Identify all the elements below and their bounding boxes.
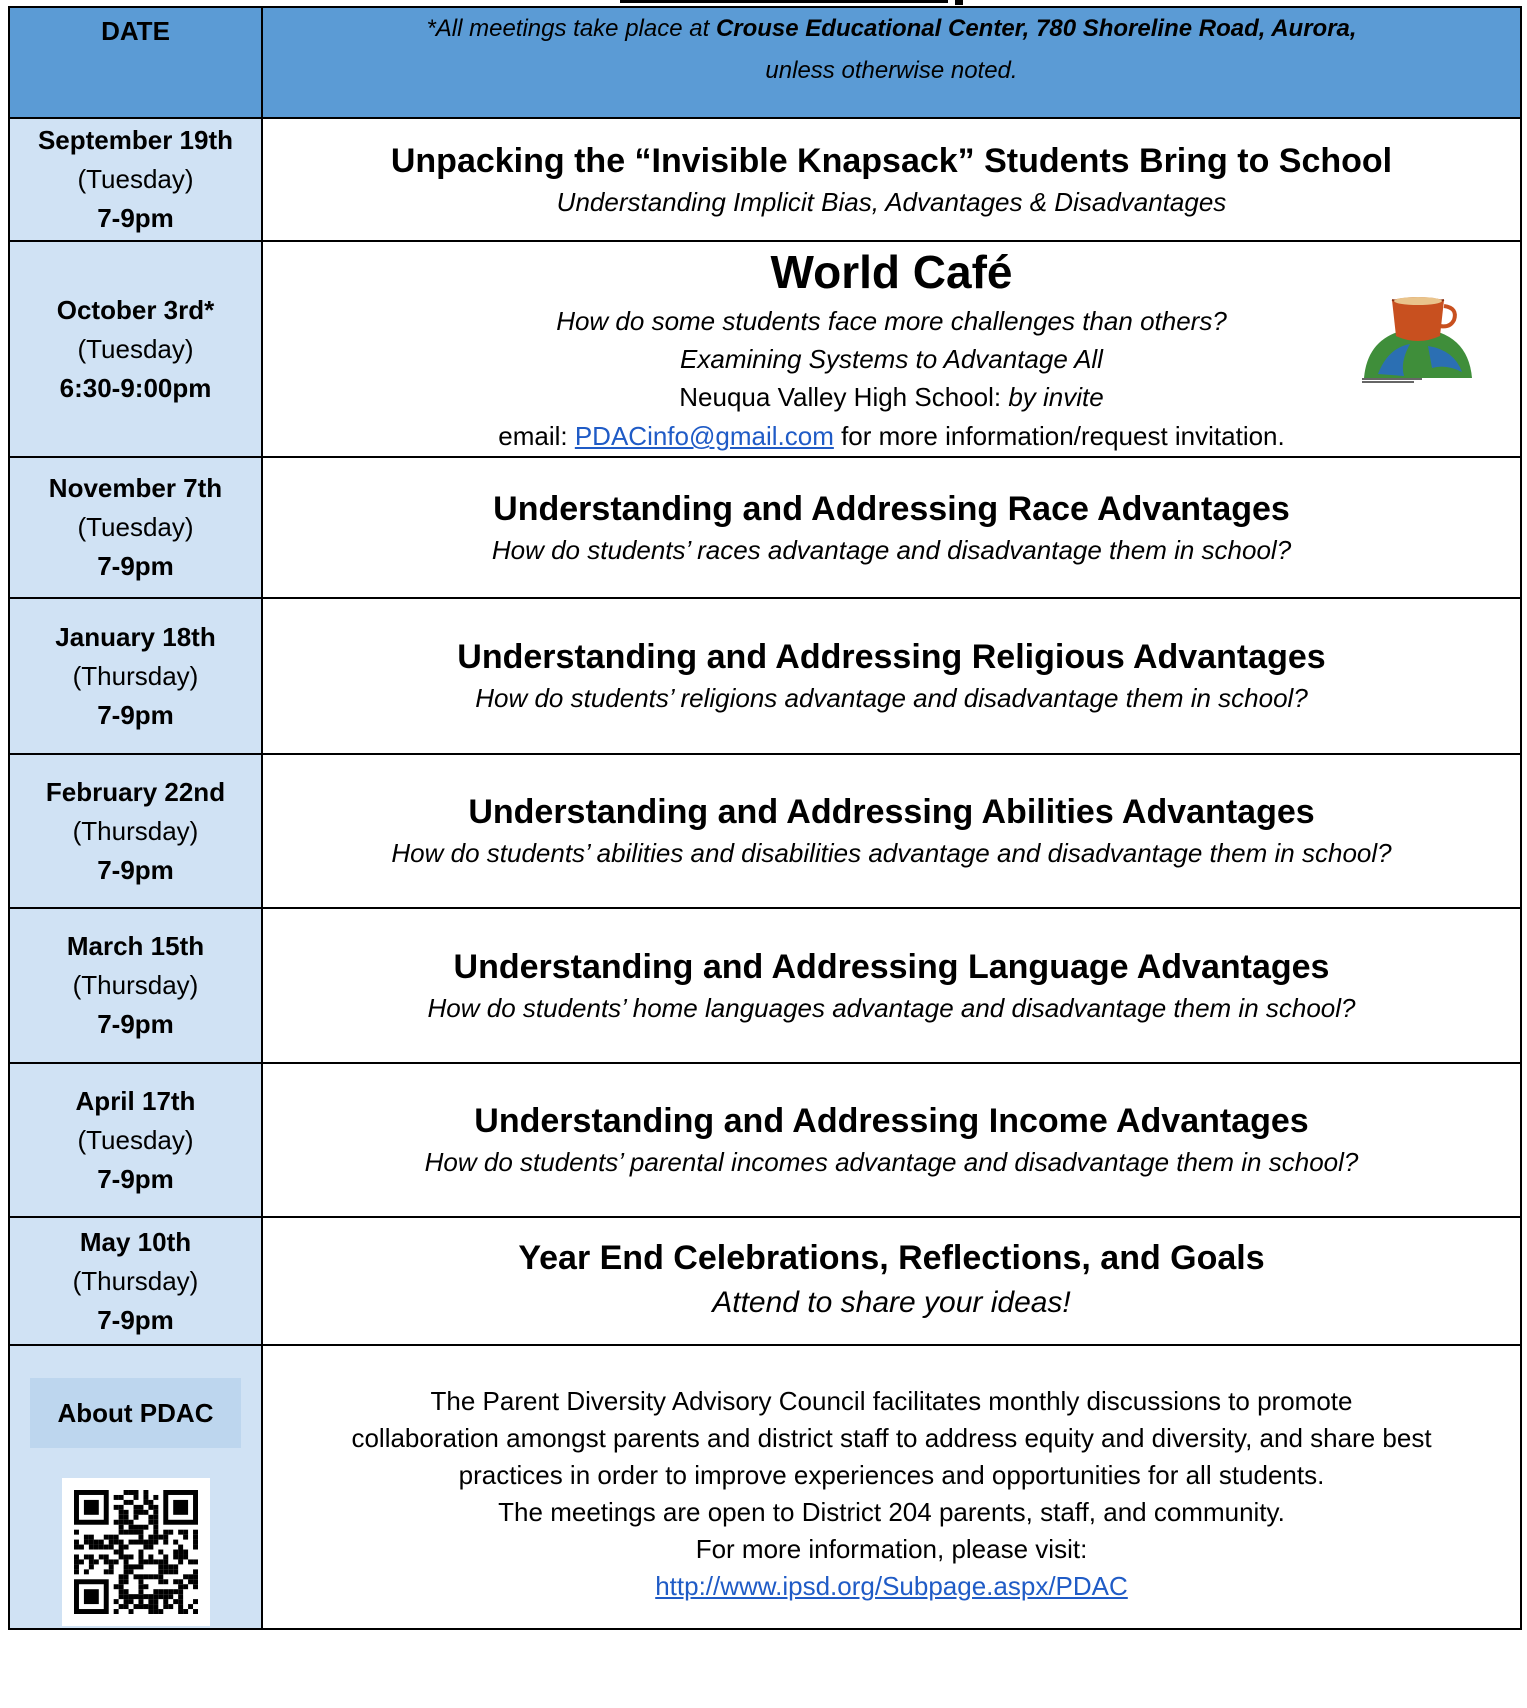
event-subtitle: How do students’ parental incomes advantage and disadvantage them in school? <box>424 1147 1359 1177</box>
about-cell <box>9 1345 262 1629</box>
event-topic-cell <box>262 1217 1521 1345</box>
about-text-line: The meetings are open to District 204 parents, staff, and community. <box>498 1497 1285 1527</box>
about-description-cell <box>262 1345 1521 1629</box>
event-time: 7-9pm <box>97 1304 174 1335</box>
cropped-glyph <box>955 0 963 5</box>
event-title: Understanding and Addressing Race Advantages <box>493 489 1290 528</box>
about-text-line: practices in order to improve experiences and opportunities for all students. <box>458 1460 1325 1490</box>
about-text-line: For more information, please visit: <box>695 1534 1088 1564</box>
about-text-line: The Parent Diversity Advisory Council facilitates monthly discussions to promote <box>430 1386 1353 1416</box>
email-suffix: for more information/request invitation. <box>833 421 1285 451</box>
table-row <box>9 598 1521 754</box>
location-note-venue: Crouse Educational Center, 780 Shoreline Road, Aurora, <box>715 15 1357 42</box>
event-day: (Thursday) <box>72 660 199 691</box>
world-cafe-cup-globe-image-icon <box>1358 292 1478 384</box>
cropped-underline <box>620 0 948 3</box>
event-day: (Tuesday) <box>77 164 194 194</box>
table-row <box>9 457 1521 598</box>
event-subtitle: Understanding Implicit Bias, Advantages & Disadvantages <box>556 186 1227 217</box>
event-topic-cell <box>262 457 1521 598</box>
event-time: 6:30-9:00pm <box>59 372 212 403</box>
event-subtitle: How do students’ religions advantage and disadvantage them in school? <box>475 683 1308 713</box>
event-topic-cell <box>262 118 1521 241</box>
email-link[interactable]: PDACinfo@gmail.com <box>574 421 834 451</box>
event-time: 7-9pm <box>97 1163 174 1194</box>
event-subtitle: Attend to share your ideas! <box>712 1286 1071 1319</box>
event-time: 7-9pm <box>97 854 174 885</box>
event-day: (Tuesday) <box>77 1124 194 1155</box>
event-topic-cell <box>262 754 1521 908</box>
event-date-cell <box>9 1217 262 1345</box>
event-date: April 17th <box>75 1085 196 1116</box>
about-row <box>9 1345 1521 1629</box>
event-venue <box>263 378 1520 417</box>
event-day: (Thursday) <box>72 970 199 1000</box>
event-topic-cell <box>262 598 1521 754</box>
event-title: Understanding and Addressing Religious Advantages <box>457 638 1326 676</box>
event-subtitle: How do students’ abilities and disabilities advantage and disadvantage them in school? <box>391 838 1392 868</box>
table-row <box>9 908 1521 1063</box>
event-time: 7-9pm <box>97 551 174 581</box>
event-subtitle: Examining Systems to Advantage All <box>680 344 1103 374</box>
table-row <box>9 241 1521 457</box>
event-date: September 19th <box>37 125 234 155</box>
table-row <box>9 754 1521 908</box>
event-day: (Tuesday) <box>77 333 194 364</box>
qr-code-icon <box>62 1478 210 1626</box>
event-subtitle: How do students’ races advantage and disadvantage them in school? <box>491 534 1292 565</box>
event-question: How do some students face more challenges than others? <box>556 306 1227 336</box>
table-row <box>9 118 1521 241</box>
event-email-line <box>263 417 1520 456</box>
event-title: World Café <box>770 246 1013 298</box>
event-topic-cell <box>262 1063 1521 1217</box>
event-date-cell <box>9 1063 262 1217</box>
location-note-suffix: unless otherwise noted. <box>765 57 1018 84</box>
event-date-cell <box>9 241 262 457</box>
event-time: 7-9pm <box>97 1009 174 1039</box>
event-date: January 18th <box>55 621 216 652</box>
event-title: Understanding and Addressing Language Advantages <box>453 947 1330 986</box>
pdac-website-link[interactable]: http://www.ipsd.org/Subpage.aspx/PDAC <box>655 1571 1128 1601</box>
event-day: (Thursday) <box>72 815 199 846</box>
email-prefix: email: <box>498 421 575 451</box>
event-title: Year End Celebrations, Reflections, and Goals <box>518 1239 1265 1277</box>
event-title: Unpacking the “Invisible Knapsack” Students Bring to School <box>390 141 1393 180</box>
event-title: Understanding and Addressing Abilities Advantages <box>468 793 1315 831</box>
event-date: October 3rd* <box>56 294 215 325</box>
event-topic-cell <box>262 908 1521 1063</box>
location-note-prefix: *All meetings take place at <box>426 15 716 42</box>
event-day: (Thursday) <box>72 1265 199 1296</box>
table-row <box>9 1063 1521 1217</box>
event-date-cell <box>9 598 262 754</box>
event-subtitle: How do students’ home languages advantage and disadvantage them in school? <box>427 992 1356 1023</box>
about-pdac-label: About PDAC <box>30 1378 241 1448</box>
event-venue-note: by invite <box>1008 382 1104 412</box>
event-time: 7-9pm <box>97 699 174 730</box>
event-topic-cell <box>262 241 1521 457</box>
event-date-cell <box>9 457 262 598</box>
event-date: November 7th <box>48 473 223 503</box>
event-date-cell <box>9 118 262 241</box>
location-note <box>262 7 1521 118</box>
event-date: March 15th <box>66 931 205 961</box>
event-day: (Tuesday) <box>77 512 194 542</box>
table-row <box>9 1217 1521 1345</box>
header-row <box>9 7 1521 118</box>
meeting-schedule-table <box>8 6 1522 1630</box>
event-time: 7-9pm <box>97 203 174 233</box>
event-venue-name: Neuqua Valley High School: <box>679 382 1009 412</box>
event-date-cell <box>9 908 262 1063</box>
date-column-header: DATE <box>9 7 262 118</box>
event-date-cell <box>9 754 262 908</box>
event-date: February 22nd <box>45 776 226 807</box>
event-date: May 10th <box>79 1226 192 1257</box>
about-url-line <box>263 1568 1520 1605</box>
about-text-line: collaboration amongst parents and district staff to address equity and diversity, and share best <box>351 1423 1432 1453</box>
event-title: Understanding and Addressing Income Advantages <box>474 1102 1309 1140</box>
